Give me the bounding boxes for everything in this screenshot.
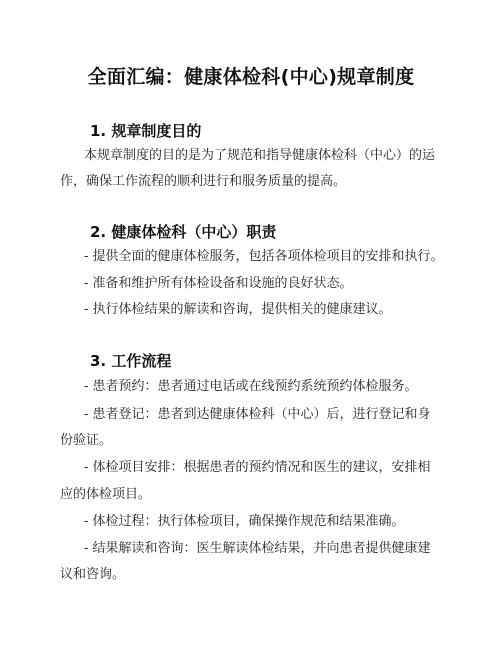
section-1-line-2: 作，确保工作流程的顺利进行和服务质量的提高。 [60, 174, 347, 189]
section-2-line-1: - 提供全面的健康体检服务，包括各项体检项目的安排和执行。 [84, 249, 444, 264]
section-3-line-8: 议和咨询。 [60, 567, 126, 582]
section-3-heading: 3. 工作流程 [90, 352, 172, 370]
section-3-line-1: - 患者预约：患者通过电话或在线预约系统预约体检服务。 [84, 379, 418, 394]
section-2-line-3: - 执行体检结果的解读和咨询，提供相关的健康建议。 [84, 302, 392, 317]
section-3-line-6: - 体检过程：执行体检项目，确保操作规范和结果准确。 [84, 514, 405, 529]
section-3-line-5: 应的体检项目。 [60, 487, 152, 502]
section-3-line-4: - 体检项目安排：根据患者的预约情况和医生的建议，安排相 [84, 460, 431, 475]
section-1-heading: 1. 规章制度目的 [90, 122, 202, 140]
section-1-line-1: 本规章制度的目的是为了规范和指导健康体检科（中心）的运 [84, 148, 436, 163]
section-3-line-3: 份验证。 [60, 433, 113, 448]
section-2-heading: 2. 健康体检科（中心）职责 [90, 223, 277, 241]
document-title: 全面汇编：健康体检科(中心)规章制度 [87, 66, 415, 88]
section-3-line-7: - 结果解读和咨询：医生解读体检结果，并向患者提供健康建 [84, 541, 431, 556]
section-2-line-2: - 准备和维护所有体检设备和设施的良好状态。 [84, 276, 353, 291]
section-3-line-2: - 患者登记：患者到达健康体检科（中心）后，进行登记和身 [84, 407, 431, 422]
